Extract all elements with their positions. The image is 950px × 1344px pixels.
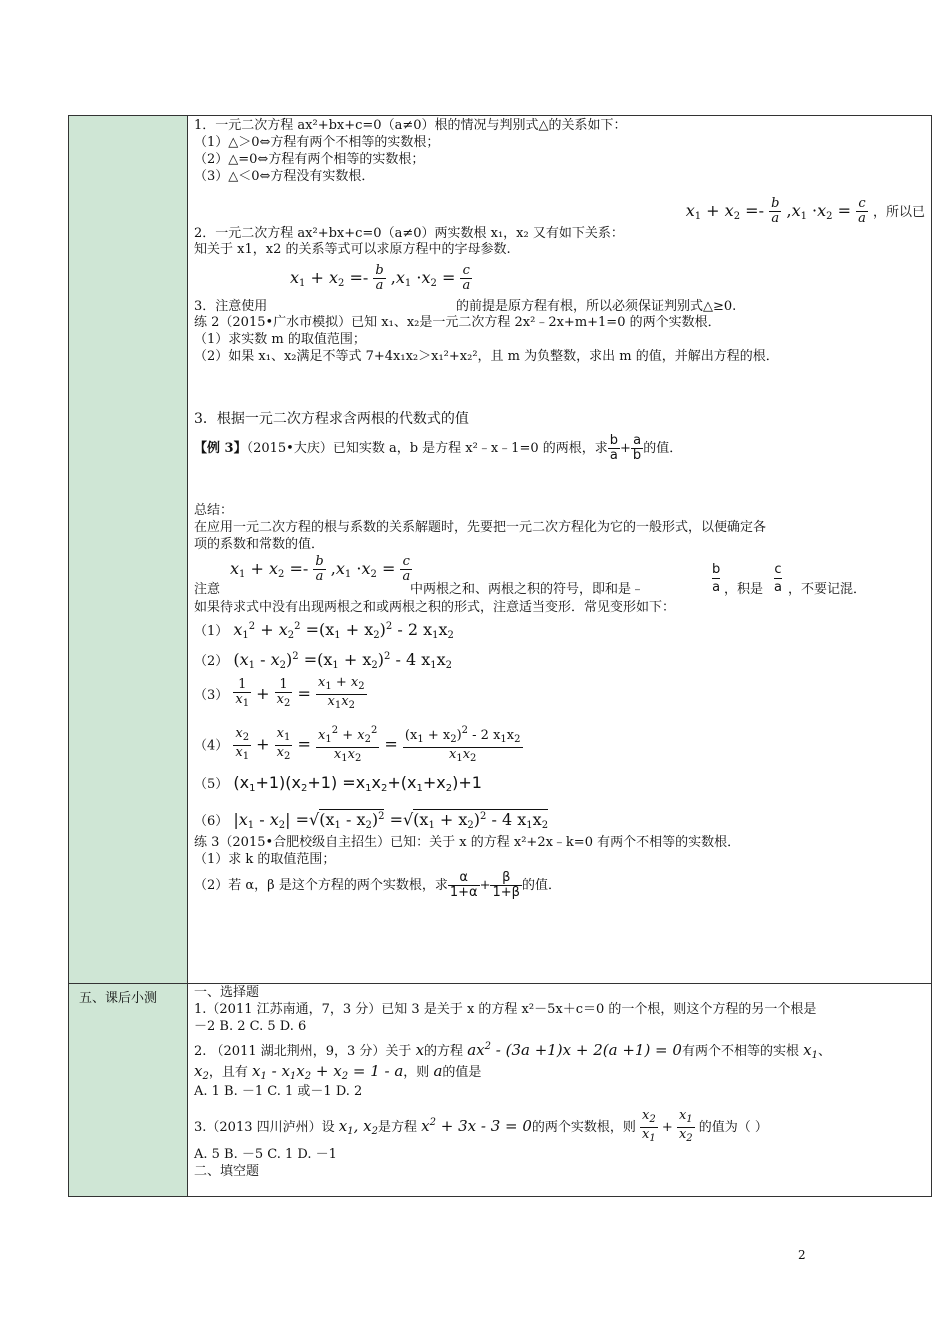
line: 练 3（2015•合肥校级自主招生）已知：关于 x 的方程 x²+2x﹣k=0 有两个不相等的实数根．: [194, 835, 741, 850]
q-text: ，且有: [208, 1065, 248, 1080]
exercise-3-part2: （2）若 α，β 是这个方程的两个实数根，求 $\frac{\alpha}{1+\alpha}$ + $\frac{\beta}{1+\beta}$ 的值．: [194, 870, 561, 900]
example-text: （2015•大庆）已知实数 a，b 是方程 x²﹣x﹣1=0 的两根，求: [246, 441, 608, 456]
formula-5: （5） $(x_1+1)(x_2+1) =x_1x_2+(x_1+x_2)+1$: [194, 773, 482, 794]
frac-b-a: b a: [712, 562, 721, 595]
vieta-formula-right: $x_1 + x_2$ =- $\frac{b}{a}$ $,x_1 \cdot x_2$ = $\frac{c}{a}$ ，所以已: [685, 196, 925, 226]
vieta-formula: $x_1 + x_2$ =- $\frac{b}{a}$ $,x_1 \cdot x_2$ = $\frac{c}{a}$: [290, 263, 471, 293]
example-3: 【例 3】（2015•大庆）已知实数 a，b 是方程 x²﹣x﹣1=0 的两根，求 $\frac{b}{a}$ + $\frac{a}{b}$ 的值．: [194, 433, 683, 463]
left-column-blank: [69, 116, 188, 984]
line: 2．一元二次方程 ax²+bx+c=0（a≠0）两实数根 x₁，x₂ 又有如下关系：: [194, 226, 624, 241]
question-2-options: A. 1 B. －1 C. 1 或－1 D. 2: [194, 1084, 363, 1099]
formula-6: （6） $|x_1 - x_2| =√(x_1 - x_2)^2 =√(x_1 + x_2)^2 - 4$ $x_1x_2$: [194, 810, 549, 831]
heading: 一、选择题: [194, 985, 260, 1000]
line: 1．一元二次方程 ax²+bx+c=0（a≠0）根的情况与判别式△的关系如下：: [194, 118, 627, 133]
line: ，不要记混．: [788, 582, 867, 597]
line: 总结：: [194, 503, 234, 518]
line: 知关于 x1，x2 的关系等式可以求原方程中的字母参数.: [194, 242, 511, 257]
example-tail: 的值．: [643, 441, 683, 456]
line: 3．注意使用: [194, 299, 268, 314]
knowledge-cell: [188, 116, 932, 984]
vieta-formula: $x_1 + x_2$ =- $\frac{b}{a}$ $,x_1 \cdot x_2$ = $\frac{c}{a}$: [230, 554, 411, 584]
line: （3）△＜0⇔方程没有实数根．: [194, 169, 375, 184]
line: （1）求实数 m 的取值范围；: [194, 332, 366, 347]
formula-index: （5）: [194, 777, 229, 792]
quiz-cell: [188, 984, 932, 1197]
formula-4: （4） $\frac{x_2}{x_1}$ + $\frac{x_1}{x_2}$ = $\frac{x_1^2 + x_2^2}{x_1x_2}$ = $\frac{(x_1 + x_2)^2 - 2 x_1x_2}{x_1x_2}$: [194, 725, 521, 764]
line: 在应用一元二次方程的根与系数的关系解题时，先要把一元二次方程化为它的一般形式，以便确定各: [194, 520, 767, 535]
formula-index: （1）: [194, 624, 229, 639]
formula-index: （6）: [194, 814, 229, 829]
question-2: 2. （2011 湖北荆州，9，3 分）关于 x的方程 $ax^2 - (3a +1)x + 2(a +1) = 0$有两个不相等的实根 $x_1$、: [194, 1041, 831, 1061]
line: （2）如果 x₁、x₂满足不等式 7+4x₁x₂＞x₁²+x₂²，且 m 为负整数，求出 m 的值，并解出方程的根．: [194, 349, 779, 364]
formula-1: （1） $x_1^2 + x_2^2 =(x_1 + x_2)^2 - 2$ $x_1x_2$: [194, 620, 454, 641]
line: 中两根之和、两根之积的符号，即和是﹣: [410, 582, 645, 597]
line-tail: ，所以已: [872, 205, 925, 220]
vieta-note-row: [194, 258, 925, 314]
line: （2）△=0⇔方程有两个相等的实数根；: [194, 152, 425, 167]
question-3-options: A. 5 B. －5 C. 1 D. －1: [194, 1147, 337, 1162]
q-text: 2. （2011 湖北荆州，9，3 分）关于: [194, 1044, 412, 1059]
question-3: 3.（2013 四川泸州）设 $x_1$, $x_2$是方程 $x^2 + 3x - 3 = 0$的两个实数根，则 $\frac{x_2}{x_1}$ + $\frac{x_1}{x_2}$ 的值为（ ）: [194, 1108, 768, 1144]
formula-index: （3）: [194, 688, 229, 703]
formula-2: （2） $(x_1 - x_2)^2 =(x_1 + x_2)^2 - 4$ $x_1x_2$: [194, 650, 453, 671]
q-text: 3.（2013 四川泸州）设: [194, 1120, 335, 1135]
heading: 二、填空题: [194, 1164, 260, 1179]
q-text: 的方程: [424, 1044, 464, 1059]
question-1: 1.（2011 江苏南通，7，3 分）已知 3 是关于 x 的方程 x²－5x＋c＝0 的一个根，则这个方程的另一个根是: [194, 1002, 817, 1017]
example-tag: 【例 3】: [194, 441, 247, 456]
line: 的前提是原方程有根，所以必须保证判别式△≥0.: [456, 299, 737, 314]
formula-index: （4）: [194, 738, 229, 754]
vieta-row: [194, 185, 925, 241]
heading: 3．根据一元二次方程求含两根的代数式的值: [194, 411, 469, 427]
q-text: 是方程: [377, 1120, 417, 1135]
page-number: 2: [798, 1248, 806, 1262]
line: ，积是: [724, 582, 764, 597]
line: 项的系数和常数的值．: [194, 537, 325, 552]
frac-c-a: c a: [774, 562, 782, 595]
line: （1）求 k 的取值范围；: [194, 852, 336, 867]
section-label: 五、课后小测: [79, 991, 158, 1006]
left-column-label: [69, 984, 188, 1197]
q-text: 的两个实数根，则: [531, 1120, 636, 1135]
formula-index: （2）: [194, 654, 229, 669]
q-text: 有两个不相等的实根: [681, 1044, 799, 1059]
line-head: （2）若 α，β 是这个方程的两个实数根，求: [194, 878, 448, 893]
note-row: [194, 553, 925, 599]
line: 练 2（2015•广水市模拟）已知 x₁、x₂是一元二次方程 2x²﹣2x+m+1=0 的两个实数根．: [194, 315, 721, 330]
question-2-cont: $x_2$，且有 $x_1 - x_1x_2 + x_2 = 1 - a$，则 a的值是: [194, 1062, 482, 1082]
q-text: ，则: [403, 1065, 430, 1080]
question-1-options: －2 B. 2 C. 5 D. 6: [194, 1019, 307, 1034]
line: 如果待求式中没有出现两根之和或两根之积的形式，注意适当变形．常见变形如下：: [194, 600, 676, 615]
line: 注意: [194, 582, 221, 597]
q-text: 的值为（ ）: [698, 1120, 768, 1135]
formula-3: （3） $\frac{1}{x_1}$ + $\frac{1}{x_2}$ = $\frac{x_1 + x_2}{x_1x_2}$: [194, 675, 365, 711]
line-tail: 的值．: [521, 878, 561, 893]
q-text: 的值是: [442, 1065, 482, 1080]
line: （1）△＞0⇔方程有两个不相等的实数根；: [194, 135, 440, 150]
content-table: [68, 115, 932, 1197]
